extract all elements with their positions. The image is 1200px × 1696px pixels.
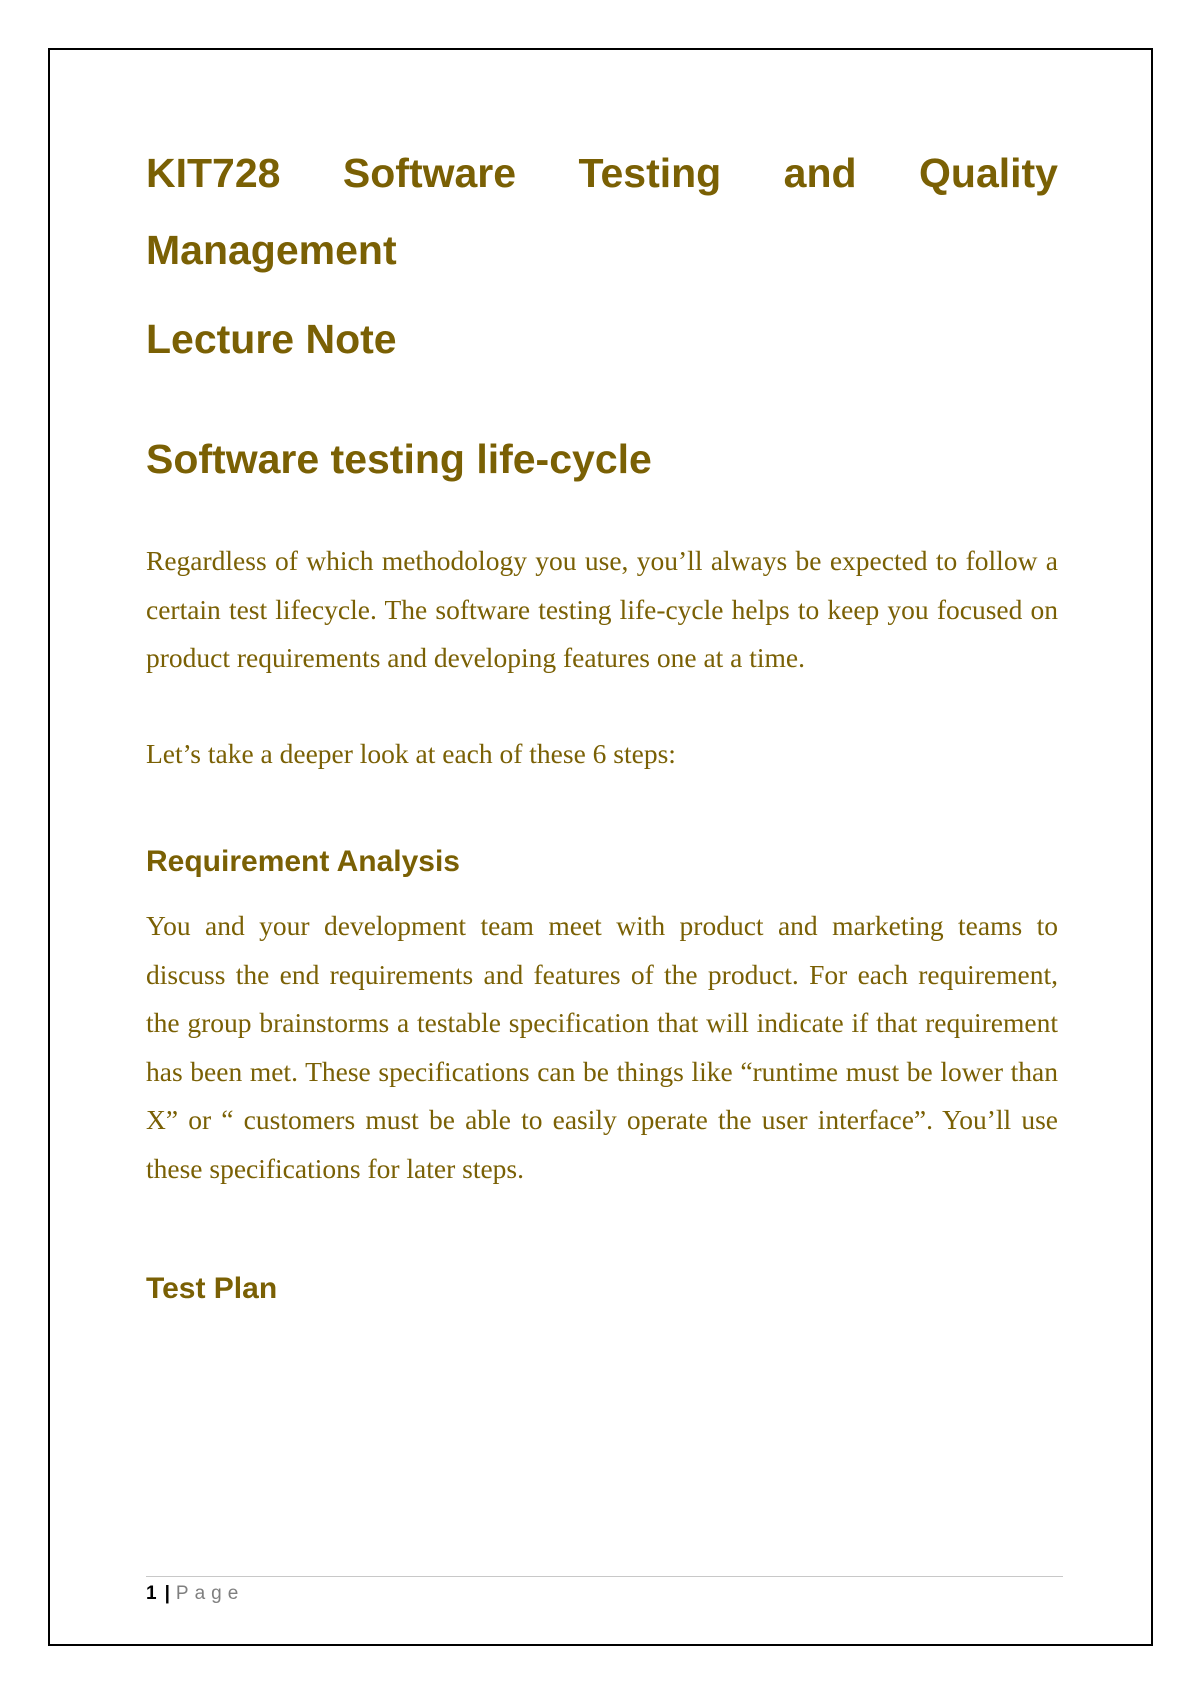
document-subtitle: Lecture Note	[146, 316, 397, 362]
page-number: 1	[146, 1583, 157, 1604]
footer-separator: |	[164, 1583, 170, 1604]
document-title: KIT728 Software Testing and Quality Management	[146, 150, 1058, 273]
footer-rule	[146, 1576, 1063, 1577]
requirement-analysis-heading: Requirement Analysis	[146, 845, 460, 878]
steps-paragraph: Let’s take a deeper look at each of these 6 steps:	[146, 737, 676, 769]
intro-paragraph: Regardless of which methodology you use, you’ll always be expected to follow a certain test lifecycle. The software testing life-cycle helps to keep you focused on product requirements and developing features one at a time.	[146, 545, 1058, 673]
page-label: Page	[175, 1583, 245, 1604]
test-plan-heading: Test Plan	[146, 1272, 278, 1305]
document-content	[146, 135, 1058, 1309]
page-footer	[146, 1580, 244, 1608]
requirement-analysis-paragraph: You and your development team meet with product and marketing teams to discuss the end requirements and features of the product. For each requirement, the group brainstorms a testable specification that will indicate if that requirement has been met. These specifications can be things like “runtime must be lower than X” or “ customers must be able to easily operate the user interface”. You’ll use these specifications for later steps.	[146, 910, 1058, 1184]
section-heading: Software testing life-cycle	[146, 436, 652, 482]
